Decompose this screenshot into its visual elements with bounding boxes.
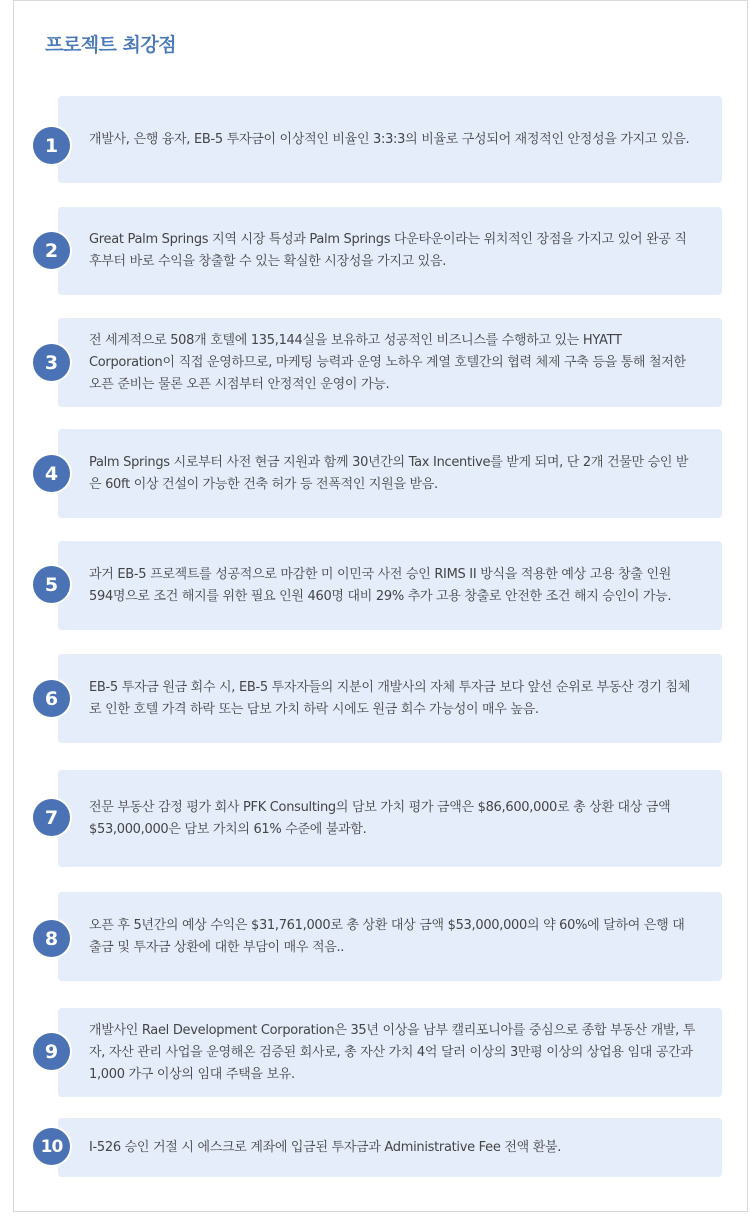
item-number-badge: 7	[33, 799, 70, 836]
list-item	[58, 1008, 722, 1097]
list-item	[58, 654, 722, 743]
list-item	[58, 541, 722, 630]
page-title: 프로젝트 최강점	[45, 34, 177, 56]
item-text: 전문 부동산 감정 평가 회사 PFK Consulting의 담보 가치 평가 금액은 $86,600,000로 총 상환 대상 금액 $53,000,000은 담보 가치의 61% 수준에 불과함.	[89, 799, 671, 837]
item-text: 개발사인 Rael Development Corporation은 35년 이상을 남부 캘리포니아를 중심으로 종합 부동산 개발, 투자, 자산 관리 사업을 운영해온 검증된 회사로, 총 자산 가치 4억 달러 이상의 3만평 이상의 상업용 임대 공간과 1,000 가구 이상의 임대 주택을 보유.	[89, 1022, 696, 1082]
item-number-badge: 4	[33, 455, 70, 492]
item-number-badge: 6	[33, 680, 70, 717]
item-number-badge: 8	[33, 920, 70, 957]
list-item	[58, 318, 722, 407]
item-text: 전 세계적으로 508개 호텔에 135,144실을 보유하고 성공적인 비즈니스를 수행하고 있는 HYATT Corporation이 직접 운영하므로, 마케팅 능력과 운영 노하우 계열 호텔간의 협력 체제 구축 등을 통해 철저한 오픈 준비는 물론 오픈 시점부터 안정적인 운영이 가능.	[89, 332, 686, 392]
item-text: I-526 승인 거절 시 에스크로 계좌에 입금된 투자금과 Administrative Fee 전액 환불.	[89, 1139, 562, 1155]
item-number-badge: 1	[33, 127, 70, 164]
item-text: EB-5 투자금 원금 회수 시, EB-5 투자자들의 지분이 개발사의 자체 투자금 보다 앞선 순위로 부동산 경기 침체로 인한 호텔 가격 하락 또는 담보 가치 하락 시에도 원금 회수 가능성이 매우 높음.	[89, 679, 691, 717]
item-text: 과거 EB-5 프로젝트를 성공적으로 마감한 미 이민국 사전 승인 RIMS II 방식을 적용한 예상 고용 창출 인원 594명으로 조건 해지를 위한 필요 인원 460명 대비 29% 추가 고용 창출로 안전한 조건 해지 승인이 가능.	[89, 566, 672, 604]
item-text: Palm Springs 시로부터 사전 현금 지원과 함께 30년간의 Tax Incentive를 받게 되며, 단 2개 건물만 승인 받은 60ft 이상 건설이 가능한 건축 허가 등 전폭적인 지원을 받음.	[89, 454, 689, 492]
item-number-badge: 9	[33, 1033, 70, 1070]
item-number-badge: 5	[33, 566, 70, 603]
list-item	[58, 207, 722, 295]
item-number-badge: 10	[33, 1128, 70, 1165]
list-item	[58, 96, 722, 183]
list-item	[58, 770, 722, 867]
item-text: Great Palm Springs 지역 시장 특성과 Palm Springs 다운타운이라는 위치적인 장점을 가지고 있어 완공 직후부터 바로 수익을 창출할 수 있는 확실한 시장성을 가지고 있음.	[89, 232, 687, 269]
item-number-badge: 3	[33, 344, 70, 381]
list-item	[58, 892, 722, 981]
item-text: 오픈 후 5년간의 예상 수익은 $31,761,000로 총 상환 대상 금액 $53,000,000의 약 60%에 달하여 은행 대출금 및 투자금 상환에 대한 부담이 매우 적음..	[89, 917, 685, 955]
item-number-badge: 2	[33, 232, 70, 269]
list-item	[58, 429, 722, 518]
item-text: 개발사, 은행 융자, EB-5 투자금이 이상적인 비율인 3:3:3의 비율로 구성되어 재정적인 안정성을 가지고 있음.	[89, 131, 690, 147]
list-item	[58, 1118, 722, 1177]
